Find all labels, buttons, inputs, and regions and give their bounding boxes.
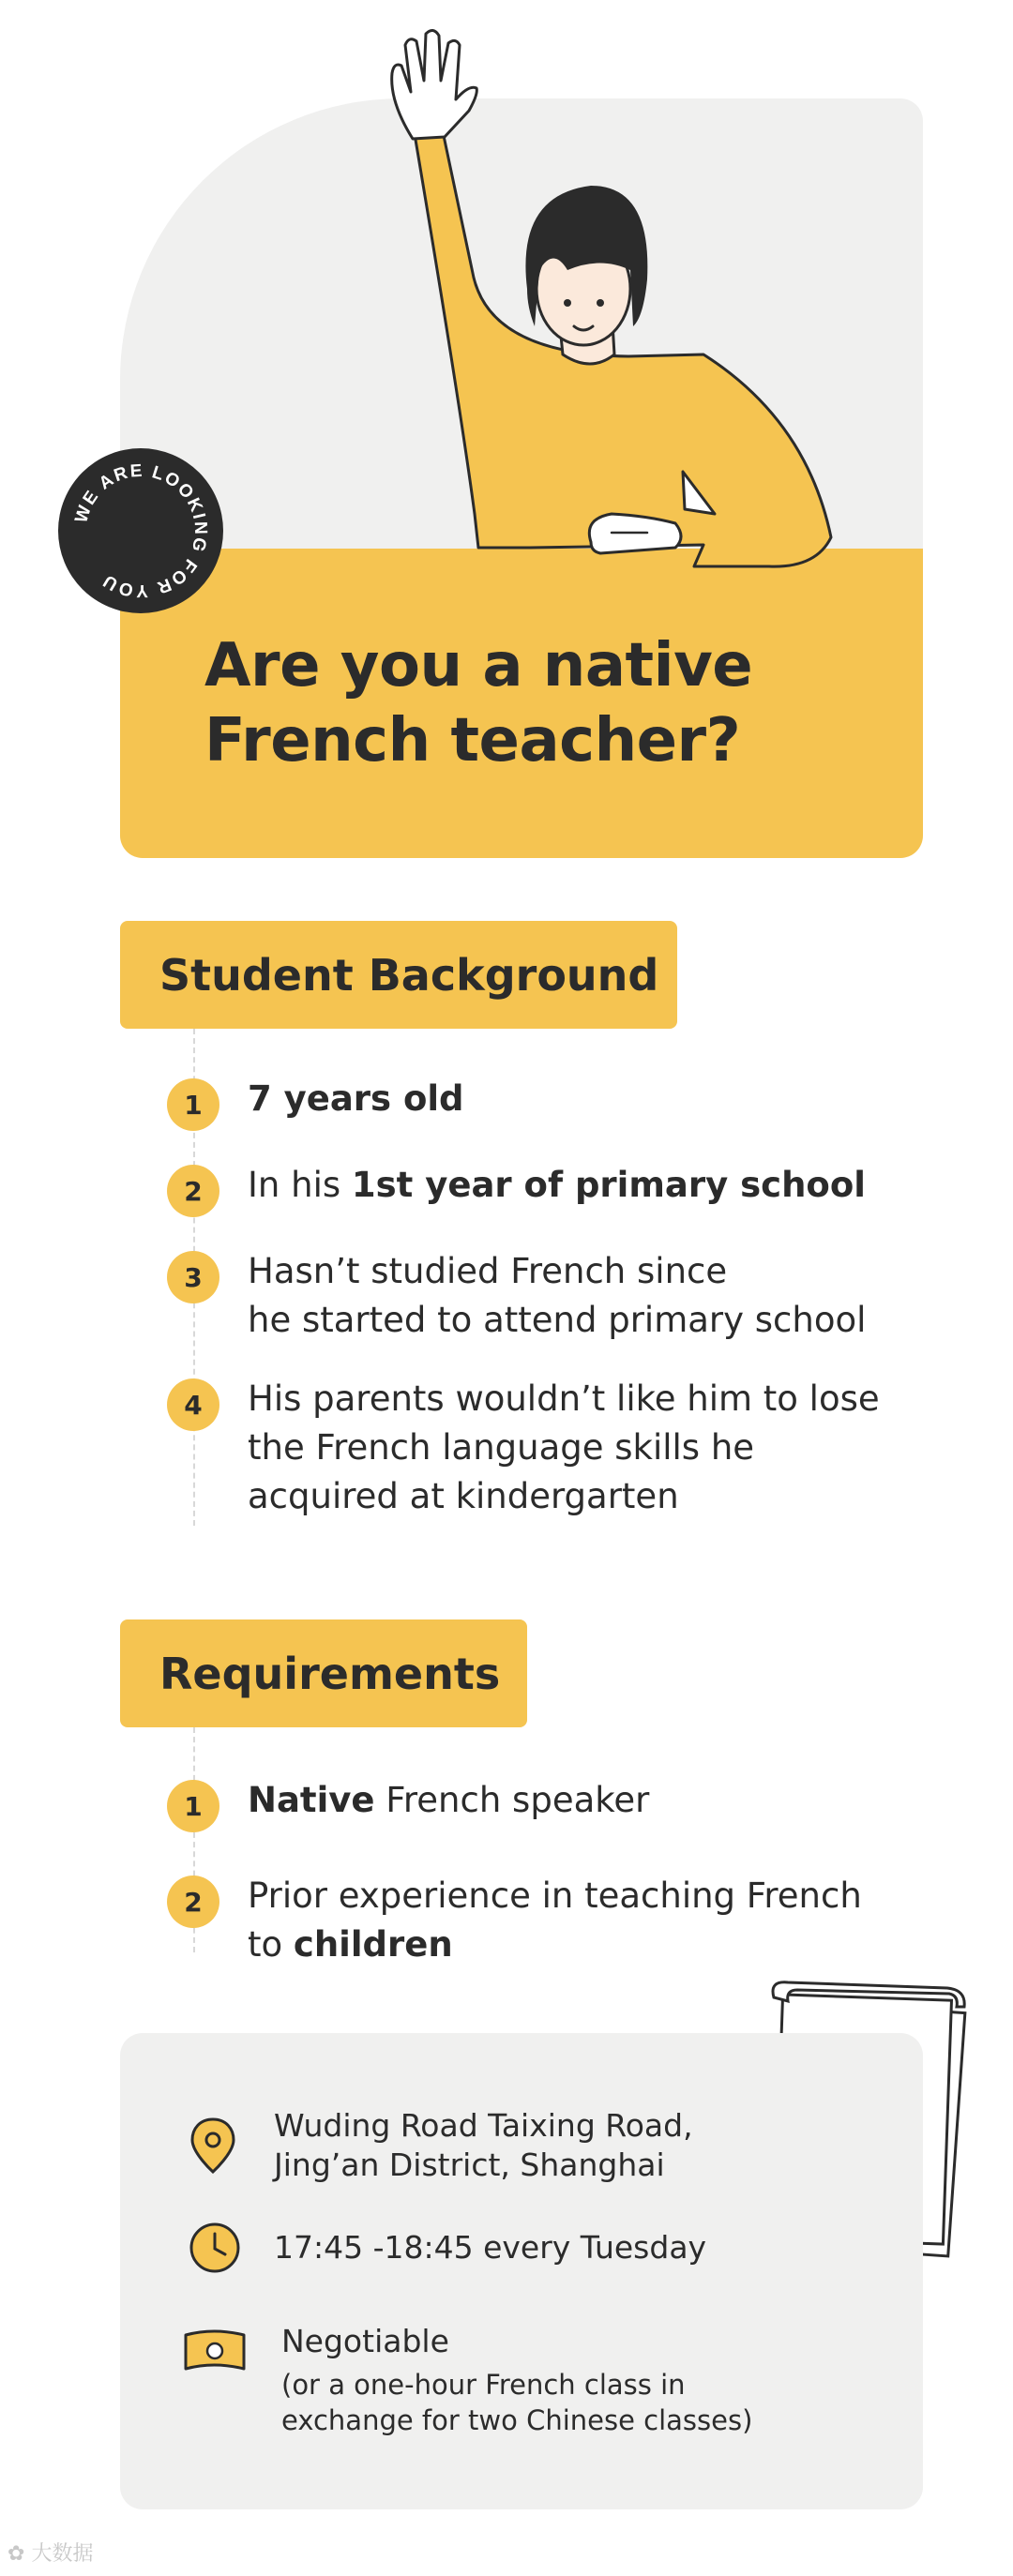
text-segment: French speaker (374, 1780, 650, 1820)
money-icon (180, 2326, 249, 2378)
list-item-line (248, 1424, 1013, 1472)
pay-note (281, 2367, 752, 2438)
number-badge: 4 (167, 1378, 219, 1431)
text-segment: His parents wouldn’t like him to lose (248, 1378, 880, 1419)
list-item-line (248, 1472, 1013, 1521)
requirements-heading: Requirements (120, 1619, 527, 1727)
text-segment: Prior experience in teaching French (248, 1876, 862, 1916)
number-badge: 2 (167, 1876, 219, 1928)
clock-icon (188, 2221, 242, 2275)
bold-segment: 1st year of primary school (351, 1165, 866, 1205)
number-badge: 3 (167, 1251, 219, 1303)
bold-segment: children (293, 1924, 453, 1965)
location-pin-icon (188, 2116, 238, 2176)
watermark-icon: ✿ (8, 2542, 25, 2566)
location-text (274, 2106, 693, 2185)
text-segment: acquired at kindergarten (248, 1476, 679, 1516)
watermark (8, 2538, 93, 2567)
list-item-line (248, 1247, 1013, 1296)
list-item-line (248, 1776, 1013, 1825)
list-item-line (248, 1375, 1013, 1424)
text-segment: he started to attend primary school (248, 1300, 867, 1340)
bold-segment: 7 years old (248, 1078, 464, 1119)
list-item (248, 1161, 1013, 1210)
number-badge: 2 (167, 1165, 219, 1217)
list-item (248, 1872, 1013, 1969)
schedule-text: 17:45 -18:45 every Tuesday (274, 2229, 707, 2266)
badge-text-ring (58, 448, 223, 613)
student-background-heading: Student Background (120, 921, 677, 1029)
list-item-line (248, 1161, 1013, 1210)
list-item-line (248, 1075, 1013, 1123)
text-segment: to (248, 1924, 294, 1965)
hero-title-line-1: Are you a native (204, 631, 753, 700)
hero-title-line-2: French teacher? (204, 706, 741, 776)
list-item (248, 1075, 1013, 1123)
text-segment: the French language skills he (248, 1427, 755, 1468)
location-line-1: Wuding Road Taixing Road, (274, 2107, 693, 2144)
bold-segment: Native (248, 1780, 375, 1820)
pay-note-line-2: exchange for two Chinese classes) (281, 2404, 753, 2436)
watermark-text: 大数据 (31, 2542, 94, 2566)
list-item (248, 1247, 1013, 1345)
pay-text: Negotiable (281, 2323, 449, 2359)
pay-note-line-1: (or a one-hour French class in (281, 2369, 686, 2401)
waving-person-illustration (366, 26, 854, 580)
text-segment: In his (248, 1165, 352, 1205)
list-item (248, 1375, 1013, 1521)
list-item-line (248, 1872, 1013, 1921)
location-line-2: Jing’an District, Shanghai (274, 2147, 665, 2183)
number-badge: 1 (167, 1078, 219, 1131)
list-item (248, 1776, 1013, 1825)
list-item-line (248, 1296, 1013, 1345)
list-item-line (248, 1921, 1013, 1969)
svg-text:WE ARE LOOKING FOR YOU: WE ARE LOOKING FOR YOU (71, 460, 211, 601)
hero-title (204, 628, 861, 778)
text-segment: Hasn’t studied French since (248, 1251, 728, 1291)
number-badge: 1 (167, 1780, 219, 1832)
